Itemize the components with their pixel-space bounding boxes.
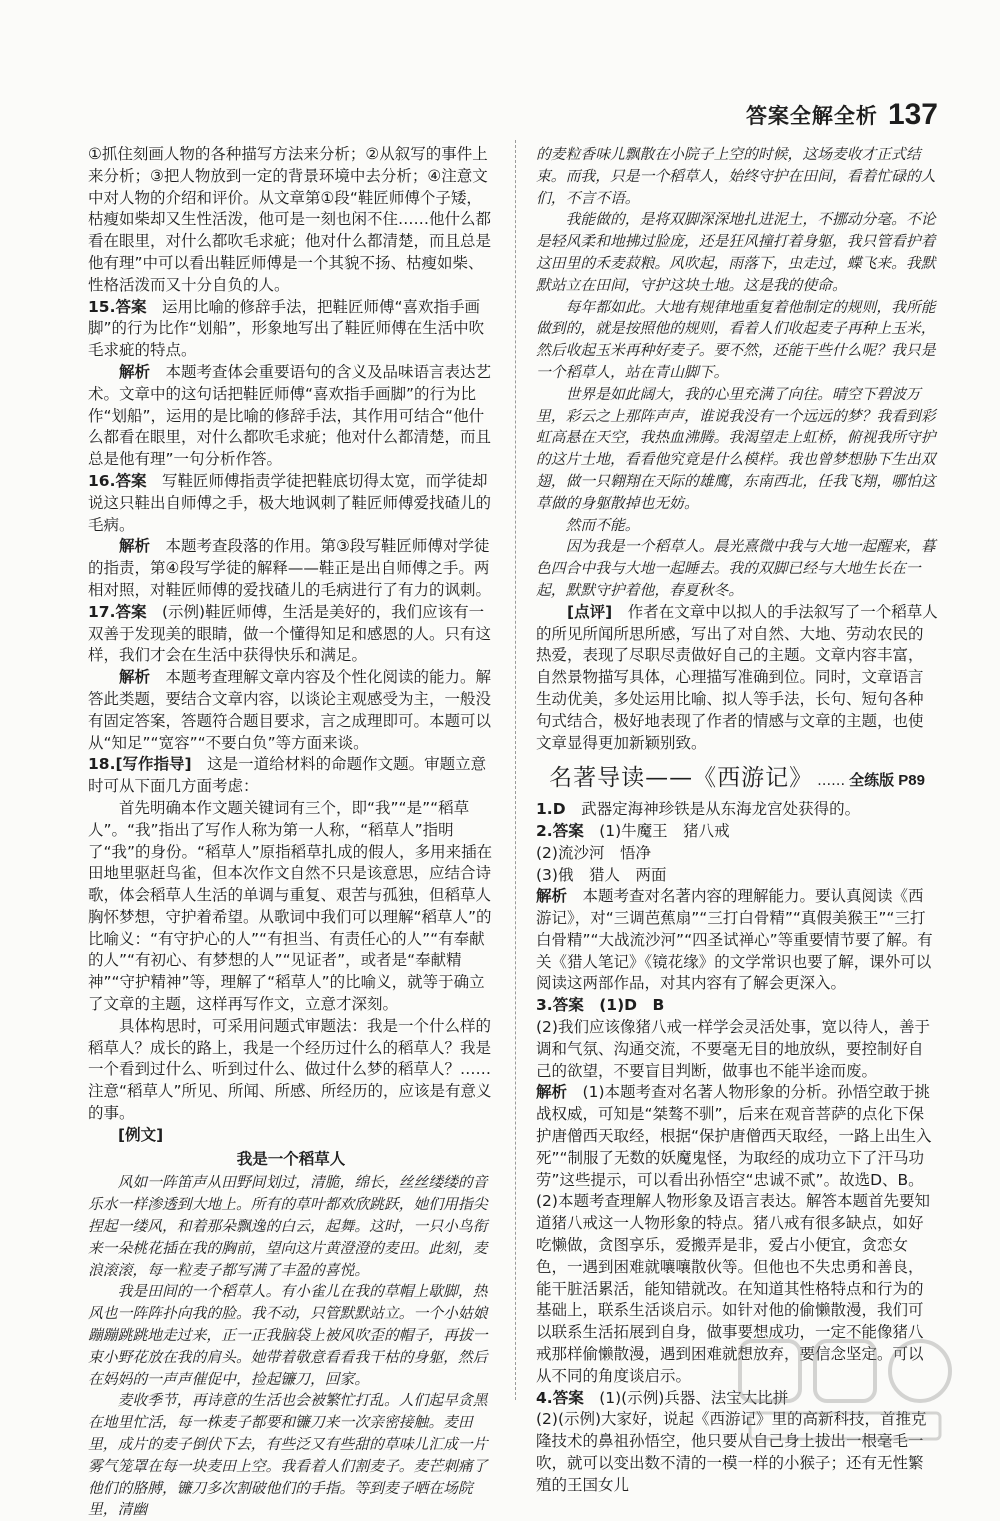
q17-answer: (示例)鞋匠师傅，生活是美好的，我们应该有一双善于发现美的眼睛，做一个懂得知足和感恩的人。只有这样，我们才会在生活中获得快乐和满足。	[88, 602, 492, 665]
a2-line-3: (3)俄 猎人 两面	[536, 865, 667, 884]
q16-analysis-text: 本题考查段落的作用。第③段写鞋匠师傅对学徒的指责，第④段写学徒的解释——鞋正是出自师傅之手。两相对照，对鞋匠师傅的爱找碴儿的毛病进行了有力的讽刺。	[88, 537, 492, 599]
q16-answer: 写鞋匠师傅指责学徒把鞋底切得太宽，而学徒却说这只鞋出自师傅之手，极大地讽刺了鞋匠师傅爱找碴儿的毛病。	[88, 471, 492, 534]
answer-3	[536, 995, 938, 1017]
q17-answer-label: 答案	[115, 602, 147, 621]
a3-answer-label: 答案	[552, 996, 584, 1015]
section-title: 名著导读——《西游记》	[549, 765, 814, 792]
a1-number: 1.	[536, 800, 553, 819]
essay-paragraph: 因为我是一个稻草人。晨光熹微中我与大地一起醒来，暮色四合中我与大地一起睡去。我的双脚已经与大地生长在一起，默默守护着他，春夏秋冬。	[536, 538, 936, 599]
question-16	[88, 471, 494, 536]
section-heading	[536, 765, 938, 793]
essay-paragraph: 风如一阵笛声从田野间划过，清脆，绵长，丝丝缕缕的音乐水一样渗透到大地上。所有的草叶都欢欣跳跃，她们用指尖捏起一缕风，和着那朵飘逸的白云，起舞。这时，一只小鸟衔来一朵桃花插在我的胸前，望向这片黄澄澄的麦田。此刻，麦浪滚滚，每一粒麦子都写满了丰盈的喜悦。	[88, 1174, 488, 1279]
q18-guide-paragraph-2: 具体构思时，可采用问题式审题法：我是一个什么样的稻草人？成长的路上，我是一个经历过什么的稻草人？我是一个看到过什么、听到过什么、做过什么梦的稻草人？……注意“稻草人”所见、所闻、所感、所经历的，应该是有意义的事。	[88, 1016, 492, 1123]
q17-analysis-label: 解析	[119, 668, 151, 687]
page-number: 137	[887, 98, 938, 131]
q15-answer: 运用比喻的修辞手法，把鞋匠师傅“喜欢指手画脚”的行为比作“划船”，形象地写出了鞋匠师傅在生活中吹毛求疵的特点。	[88, 297, 485, 360]
a4-number: 4.	[536, 1388, 553, 1407]
a3-analysis-label: 解析	[536, 1083, 568, 1102]
review-label: [点评]	[567, 602, 613, 621]
a1-text: 武器定海神珍铁是从东海龙宫处获得的。	[581, 800, 861, 819]
header-title: 答案全解全析	[745, 104, 878, 128]
left-column	[88, 144, 494, 1521]
question-18	[88, 754, 494, 798]
a2-answer-label: 答案	[552, 821, 584, 840]
q16-number: 16.	[88, 471, 116, 490]
right-column	[536, 144, 938, 1497]
section-dots: ……	[817, 773, 846, 790]
a2-number: 2.	[536, 821, 553, 840]
q16-answer-label: 答案	[115, 471, 147, 490]
q18-guide-paragraph-1: 首先明确本作文题关键词有三个，即“我”“是”“稻草人”。“我”指出了写作人称为第一人称，“稻草人”指明了“我”的身份。“稻草人”原指稻草扎成的假人，多用来插在田地里驱赶鸟雀，但本次作文自然不只是该意思，应结合诗歌，体会稻草人生活的单调与重复、艰苦与孤独，但稻草人胸怀梦想，守护着希望。从歌词中我们可以理解“稻草人”的比喻义：“有守护心的人”“有担当、有责任心的人”“有奉献的人”“有初心、有梦想的人”“见证者”，或者是“奉献精神”“守护精神”等，理解了“稻草人”的比喻义，就等于确立了文章的主题，这样再写作文，立意才深刻。	[88, 798, 493, 1014]
a3-analysis-text-2: (2)本题考查理解人物形象及语言表达。解答本题首先要知道猪八戒这一人物形象的特点。猪八戒有很多缺点，如好吃懒做，贪图享乐，爱搬弄是非，爱占小便宜，贪恋女色，一遇到困难就嚷嚷散伙等。但他也不失忠勇和善良，能干脏活累活，能知错就改。在知道其性格特点和行为的基础上，联系生活谈启示。如针对他的偷懒散漫，我们可以联系生活拓展到自身，做事要想成功，一定不能像猪八戒那样偷懒散漫，遇到困难就想放弃，要信念坚定。可以从不同的角度谈启示。	[536, 1192, 930, 1385]
a3-analysis	[536, 1082, 938, 1191]
analysis-paragraph: ①抓住刻画人物的各种描写方法来分析；②从叙写的事件上来分析；③把人物放到一定的背景环境中去分析；④注意文中对人物的介绍和评价。从文章第①段“鞋匠师傅个子矮，枯瘦如柴却又生性活泼，他可是一刻也闲不住……他什么都看在眼里，对什么都吹毛求疵；他对什么都清楚，而且总是他有理”中可以看出鞋匠师傅是一个其貌不扬、枯瘦如柴、性格活泼而又十分自负的人。	[88, 145, 492, 294]
q16-analysis-label: 解析	[119, 537, 151, 556]
a4-answer-label: 答案	[552, 1388, 584, 1407]
review-text: 作者在文章中以拟人的手法叙写了一个稻草人的所见所闻所思所感，写出了对自然、大地、劳动农民的热爱，表现了尽职尽责做好自己的主题。文章内容丰富，自然景物描写具体，心理描写准确到位。同时，文章语言生动优美，多处运用比喻、拟人等手法，长句、短句各种句式结合，极好地表现了作者的情感与文章的主题，也使文章显得更加新颖别致。	[536, 602, 938, 752]
a2-line-2: (2)流沙河 悟净	[536, 843, 651, 862]
a3-number: 3.	[536, 996, 553, 1015]
a4-answer: (1)(示例)兵器、法宝大比拼	[599, 1388, 789, 1407]
a3-analysis-text-1: (1)本题考查对名著人物形象的分析。孙悟空敢于挑战权威，可知是“桀骜不驯”，后来在观音菩萨的点化下保护唐僧西天取经，根据“保护唐僧西天取经，一路上出生入死”“制服了无数的妖魔鬼怪，为取经的成功立下了汗马功劳”这些提示，可以看出孙悟空“忠诚不贰”。故选D、B。	[536, 1083, 932, 1189]
question-17	[88, 602, 494, 667]
answer-1	[536, 799, 938, 821]
essay-paragraph: 的麦粒香味儿飘散在小院子上空的时候，这场麦收才正式结束。而我，只是一个稻草人，始终守护在田间，看着忙碌的人们，不言不语。	[536, 146, 936, 207]
q17-number: 17.	[88, 602, 116, 621]
q17-analysis-text: 本题考查理解文章内容及个性化阅读的能力。解答此类题，要结合文章内容，以谈论主观感受为主，一般没有固定答案，答题符合题目要求，言之成理即可。本题可以从“知足”“宽容”“不要白负”等方面来谈。	[88, 668, 492, 752]
q15-analysis-label: 解析	[119, 362, 151, 381]
essay-paragraph: 然而不能。	[565, 516, 640, 534]
q15-answer-label: 答案	[115, 297, 147, 316]
review	[536, 602, 938, 755]
essay-paragraph: 世界是如此阔大，我的心里充满了向往。晴空下碧波万里，彩云之上那阵声声，谁说我没有一个远远的梦？我看到彩虹高悬在天空，我热血沸腾。我渴望走上虹桥，俯视我所守护的这片土地，看看他究竟是什么模样。我也曾梦想胁下生出双翅，做一只翱翔在天际的雄鹰，东南西北，任我飞翔，哪怕这草做的身躯散掉也无妨。	[536, 385, 936, 512]
q15-number: 15.	[88, 297, 116, 316]
a2-analysis	[536, 886, 938, 995]
q18-intro: 这是一道给材料的命题作文题。审题立意时可从下面几方面考虑：	[88, 755, 487, 796]
q18-number: 18.	[88, 755, 116, 774]
a4-part-2: (2)(示例)大家好，说起《西游记》里的高新科技，首推克隆技术的鼻祖孙悟空，他只要从自己身上拔出一根毫毛一吹，就可以变出数不清的一模一样的小猴子；还有无性繁殖的王国女儿	[536, 1410, 927, 1494]
section-reference: 全练版 P89	[849, 772, 925, 790]
a3-part-2: (2)我们应该像猪八戒一样学会灵活处事，宽以待人，善于调和气氛、沟通交流，不要毫无目的地放纵，要控制好自己的欲望，不要盲目判断，做事也不能半途而废。	[536, 1018, 930, 1080]
q16-analysis	[88, 536, 494, 601]
page-header	[746, 100, 938, 130]
a2-analysis-label: 解析	[536, 887, 568, 906]
q15-analysis-text: 本题考查体会重要语句的含义及品味语言表达艺术。文章中的这句话把鞋匠师傅“喜欢指手画脚”的行为比作“划船”，运用的是比喻的修辞手法，其作用可结合“他什么都看在眼里，对什么都吹毛求疵；他对什么都清楚，而且总是他有理”一句分析作答。	[88, 362, 492, 469]
essay-paragraph: 我是田间的一个稻草人。有小雀儿在我的草帽上歇脚，热风也一阵阵扑向我的脸。我不动，只管默默站立。一个小姑娘蹦蹦跳跳地走过来，正一正我脑袋上被风吹歪的帽子，再拔一束小野花放在我的肩头。她带着敬意看看我干枯的身躯，然后在妈妈的一声声催促中，捡起镰刀，回家。	[88, 1283, 488, 1388]
essay-paragraph: 我能做的，是将双脚深深地扎进泥土，不挪动分毫。不论是轻风柔和地拂过脸庞，还是狂风撞打着身躯，我只管看护着这田里的禾麦菽粮。风吹起，雨落下，虫走过，蝶飞来。我默默站立在田间，守护这块土地。这是我的使命。	[536, 211, 936, 294]
essay-paragraph: 每年都如此。大地有规律地重复着他制定的规则，我所能做到的，就是按照他的规则，看着人们收起麦子再种上玉米，然后收起玉米再种好麦子。要不然，还能干些什么呢？我只是一个稻草人，站在青山脚下。	[536, 298, 936, 381]
a1-choice: D	[552, 800, 566, 819]
question-15	[88, 297, 494, 362]
a2-line-1: (1)牛魔王 猪八戒	[599, 821, 730, 840]
essay-paragraph: 麦收季节，再诗意的生活也会被繁忙打乱。人们起早贪黑在地里忙活，每一株麦子都要和镰刀来一次亲密接触。麦田里，成片的麦子倒伏下去，有些泛又有些甜的草味儿汇成一片雾气笼罩在每一块麦田上空。我看着人们割麦子。麦芒刺痛了他们的胳膊，镰刀多次割破他们的手指。等到麦子晒在场院里，清幽	[88, 1392, 488, 1519]
example-title: 我是一个稻草人	[236, 1149, 346, 1168]
a3-choice: (1)D B	[599, 996, 665, 1015]
q15-analysis	[88, 362, 494, 471]
q17-analysis	[88, 667, 494, 754]
example-label: [例文]	[118, 1125, 164, 1144]
q18-guide-label: [写作指导]	[115, 755, 192, 774]
a2-analysis-text: 本题考查对名著内容的理解能力。要认真阅读《西游记》，对“三调芭蕉扇”“三打白骨精”“真假美猴王”“三打白骨精”“大战流沙河”“四圣试禅心”等重要情节要了解。有关《猎人笔记》《镜花缘》的文学常识也要了解，课外可以阅读这两部作品，对其内容有了解会更深入。	[536, 887, 933, 993]
answer-2	[536, 821, 938, 843]
column-divider	[515, 140, 516, 1400]
watermark-logo	[730, 1331, 960, 1451]
